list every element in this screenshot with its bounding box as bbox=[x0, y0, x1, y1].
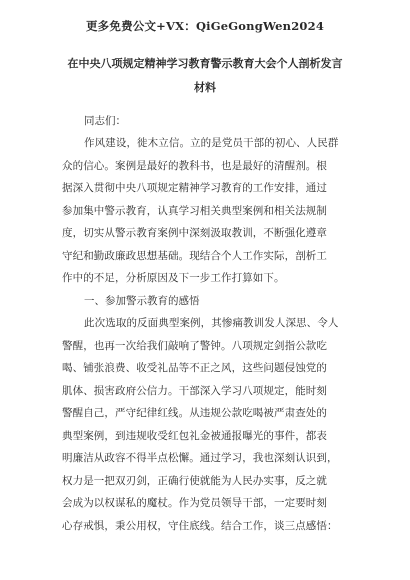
document-title bbox=[62, 52, 348, 100]
paragraph-line: 喝、铺张浪费、收受礼品等不正之风，这些问题侵蚀党的 bbox=[62, 362, 327, 374]
paragraph-line: 警醒，也再一次给我们敲响了警钟。八项规定剑指公款吃 bbox=[62, 339, 327, 352]
document-title-line-2: 材料 bbox=[194, 81, 216, 94]
paragraph-line: 守纪和勤政廉政思想基础。现结合个人工作实际，剖析工 bbox=[62, 249, 327, 262]
paragraph-line: 会成为以权谋私的魔杖。作为党员领导干部，一定要时刻 bbox=[62, 497, 327, 509]
paragraph-line: 众的信心。案例是最好的教科书，也是最好的清醒剂。根 bbox=[62, 159, 327, 172]
paragraph-line: 度，切实从警示教育案例中深刻汲取教训，不断强化遵章 bbox=[62, 227, 327, 239]
paragraph-line: 作中的不足，分析原因及下一步工作打算如下。 bbox=[62, 272, 285, 284]
paragraph-line: 警醒自己，严守纪律红线。从违规公款吃喝被严肃查处的 bbox=[62, 407, 327, 419]
section-1-paragraph bbox=[62, 312, 348, 537]
paragraph-line: 作风建设，徙木立信。立的是党员干部的初心、人民群 bbox=[84, 137, 339, 149]
paragraph-line: 典型案例，到违规收受红包礼金被通报曝光的事件，都表 bbox=[62, 429, 327, 442]
document-title-line-1: 在中央八项规定精神学习教育警示教育大会个人剖析发言 bbox=[67, 57, 343, 70]
section-heading-1: 一、参加警示教育的感悟 bbox=[84, 294, 200, 307]
intro-paragraph bbox=[62, 132, 348, 290]
salutation: 同志们： bbox=[84, 115, 127, 127]
paragraph-line: 参加集中警示教育，认真学习相关典型案例和相关法规制 bbox=[62, 204, 327, 217]
paragraph-line: 明廉洁从政容不得半点松懈。通过学习，我也深刻认识到， bbox=[62, 452, 338, 464]
paragraph-line: 据深入贯彻中央八项规定精神学习教育的工作安排，通过 bbox=[62, 182, 327, 194]
watermark-header: 更多免费公文+VX：QiGeGongWen2024 bbox=[85, 19, 325, 33]
paragraph-line: 心存戒惧，秉公用权，守住底线。结合工作，谈三点感悟： bbox=[62, 519, 338, 532]
paragraph-line: 肌体、损害政府公信力。干部深入学习八项规定，能时刻 bbox=[62, 384, 327, 397]
paragraph-line: 权力是一把双刃剑，正确行使就能为人民办实事，反之就 bbox=[62, 474, 327, 487]
paragraph-line: 此次选取的反面典型案例，其惨痛教训发人深思、令人 bbox=[84, 317, 339, 329]
